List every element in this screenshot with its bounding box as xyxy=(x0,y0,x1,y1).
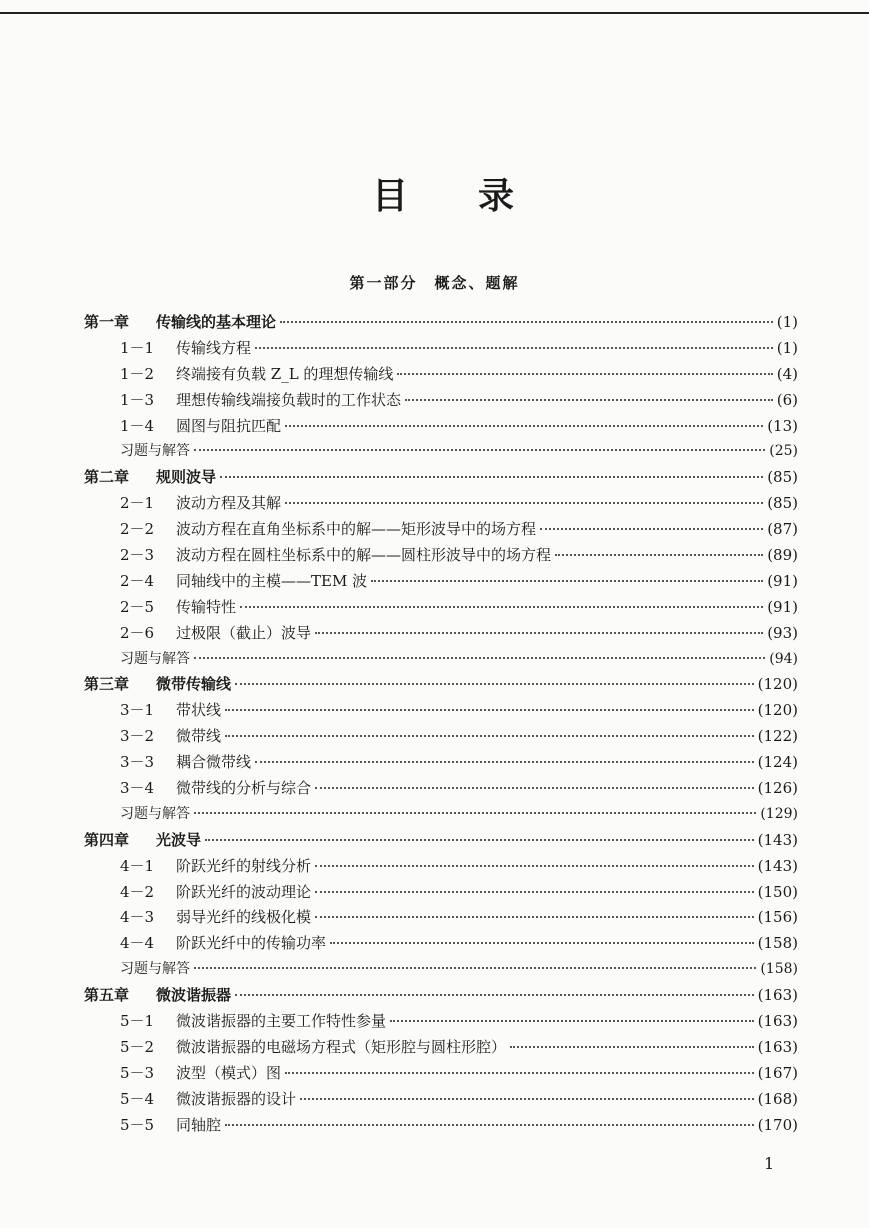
toc-entry-page: (91) xyxy=(767,571,798,590)
toc-entry-number: 5－5 xyxy=(120,1115,155,1134)
toc-entry-title: 理想传输线端接负载时的工作状态 xyxy=(176,390,402,409)
toc-entry-number: 1－4 xyxy=(120,416,155,435)
toc-entry-section xyxy=(84,621,798,647)
toc-entry-lead xyxy=(120,388,401,414)
toc-entry-section xyxy=(84,595,798,621)
title-char-2: 录 xyxy=(478,175,515,217)
toc-entry-title: 习题与解答 xyxy=(120,961,190,978)
toc-entry-title: 习题与解答 xyxy=(120,650,190,667)
toc-entry-number: 4－4 xyxy=(120,934,155,953)
toc-entry-section xyxy=(84,750,798,776)
toc-entry-lead xyxy=(120,776,311,802)
toc-entry-number: 2－5 xyxy=(120,597,155,616)
toc-entry-section xyxy=(84,362,798,388)
toc-entry-lead xyxy=(120,517,536,543)
toc-entry-title: 微波谐振器 xyxy=(156,986,232,1005)
toc-entry-page: (143) xyxy=(757,830,798,849)
toc-entry-lead xyxy=(120,1009,386,1035)
toc-entry-lead xyxy=(120,439,190,465)
toc-entry-lead xyxy=(120,854,311,880)
dot-leader xyxy=(280,321,773,323)
dot-leader xyxy=(300,1098,754,1100)
toc-entry-section xyxy=(84,1087,798,1113)
toc-entry-title: 微带线 xyxy=(176,727,222,746)
dot-leader xyxy=(315,916,754,918)
dot-leader xyxy=(194,449,765,451)
toc-entry-page: (158) xyxy=(757,934,798,953)
toc-entry-exercise xyxy=(84,957,798,983)
toc-entry-number: 4－2 xyxy=(120,882,155,901)
toc-entry-title: 终端接有负载 Z_L 的理想传输线 xyxy=(176,364,394,383)
toc-entry-number: 3－2 xyxy=(120,727,155,746)
toc-entry-lead xyxy=(120,724,221,750)
toc-entry-number: 3－4 xyxy=(120,779,155,798)
toc-entry-page: (91) xyxy=(767,597,798,616)
toc-entry-page: (85) xyxy=(767,468,798,487)
toc-entry-section xyxy=(84,1113,798,1139)
toc-entry-lead xyxy=(120,931,326,957)
toc-entry-lead xyxy=(120,595,236,621)
toc-entry-number: 第四章 xyxy=(84,830,130,849)
toc-entry-lead xyxy=(120,336,251,362)
dot-leader xyxy=(330,942,754,944)
dot-leader xyxy=(510,1046,754,1048)
dot-leader xyxy=(235,683,754,685)
toc-entry-lead xyxy=(120,543,551,569)
toc-entry-section xyxy=(84,569,798,595)
toc-entry-number: 第五章 xyxy=(84,986,130,1005)
toc-entry-title: 同轴线中的主模——TEM 波 xyxy=(176,571,368,590)
toc-entry-title: 微波谐振器的电磁场方程式（矩形腔与圆柱形腔） xyxy=(176,1037,507,1056)
toc-entry-number: 4－3 xyxy=(120,908,155,927)
title-char-1: 目 xyxy=(372,175,409,217)
toc-entry-number: 5－4 xyxy=(120,1089,155,1108)
toc-entry-page: (120) xyxy=(757,675,798,694)
toc-entry-section xyxy=(84,880,798,906)
dot-leader xyxy=(285,425,763,427)
toc-entry-title: 波动方程在圆柱坐标系中的解——圆柱形波导中的场方程 xyxy=(176,546,552,565)
dot-leader xyxy=(397,373,772,375)
toc-entry-number: 5－2 xyxy=(120,1037,155,1056)
part-heading: 第一部分 概念、题解 xyxy=(349,274,520,292)
toc-entry-page: (168) xyxy=(757,1089,798,1108)
toc-entry-exercise xyxy=(84,647,798,673)
dot-leader xyxy=(371,580,763,582)
top-rule xyxy=(0,12,869,14)
toc-entry-lead xyxy=(120,569,367,595)
toc-entry-page: (120) xyxy=(757,701,798,720)
toc-entry-section xyxy=(84,931,798,957)
toc-entry-title: 传输线的基本理论 xyxy=(156,313,277,331)
dot-leader xyxy=(555,554,763,556)
dot-leader xyxy=(235,994,754,996)
dot-leader xyxy=(285,502,763,504)
toc-entry-exercise xyxy=(84,802,798,828)
toc-entry-page: (13) xyxy=(767,416,798,435)
toc-entry-page: (4) xyxy=(776,364,798,383)
toc-entry-title: 圆图与阻抗匹配 xyxy=(176,416,282,435)
toc-entry-number: 1－1 xyxy=(120,338,155,357)
toc-entry-section xyxy=(84,1061,798,1087)
toc-entry-page: (158) xyxy=(760,961,798,978)
toc-entry-title: 带状线 xyxy=(176,701,222,720)
page-title xyxy=(0,168,869,218)
toc-entry-title: 微带传输线 xyxy=(156,675,232,694)
dot-leader xyxy=(220,476,763,478)
toc-entry-number: 2－3 xyxy=(120,546,155,565)
toc-entry-number: 第三章 xyxy=(84,675,130,694)
table-of-contents xyxy=(84,310,798,1139)
toc-entry-number: 3－3 xyxy=(120,753,155,772)
toc-entry-page: (89) xyxy=(767,546,798,565)
toc-entry-number: 第一章 xyxy=(84,313,130,331)
toc-entry-lead xyxy=(120,647,190,673)
toc-entry-lead xyxy=(120,1061,281,1087)
toc-entry-page: (156) xyxy=(757,908,798,927)
toc-entry-section xyxy=(84,336,798,362)
dot-leader xyxy=(194,812,756,814)
page-number: 1 xyxy=(764,1154,775,1173)
dot-leader xyxy=(225,735,754,737)
toc-entry-number: 1－3 xyxy=(120,390,155,409)
toc-entry-title: 传输特性 xyxy=(176,597,237,616)
dot-leader xyxy=(255,347,773,349)
toc-entry-title: 阶跃光纤的波动理论 xyxy=(176,882,312,901)
toc-entry-number: 2－1 xyxy=(120,494,155,513)
toc-entry-page: (1) xyxy=(776,338,798,357)
toc-entry-lead xyxy=(120,750,251,776)
dot-leader xyxy=(240,606,763,608)
toc-entry-number: 2－2 xyxy=(120,520,155,539)
toc-entry-section xyxy=(84,1035,798,1061)
toc-entry-page: (126) xyxy=(757,779,798,798)
toc-entry-number: 2－6 xyxy=(120,623,155,642)
toc-entry-lead xyxy=(84,310,276,336)
toc-entry-number: 4－1 xyxy=(120,856,155,875)
toc-entry-page: (163) xyxy=(757,1012,798,1031)
toc-entry-section xyxy=(84,905,798,931)
toc-entry-lead xyxy=(120,362,393,388)
toc-entry-exercise xyxy=(84,439,798,465)
dot-leader xyxy=(194,967,756,969)
toc-entry-number: 5－3 xyxy=(120,1063,155,1082)
toc-entry-page: (87) xyxy=(767,520,798,539)
toc-entry-page: (93) xyxy=(767,623,798,642)
toc-entry-title: 微波谐振器的设计 xyxy=(176,1089,297,1108)
toc-entry-chapter xyxy=(84,983,798,1009)
toc-entry-page: (143) xyxy=(757,856,798,875)
toc-entry-page: (170) xyxy=(757,1115,798,1134)
toc-entry-title: 波动方程及其解 xyxy=(176,494,282,513)
toc-entry-section xyxy=(84,776,798,802)
toc-entry-lead xyxy=(120,698,221,724)
toc-entry-section xyxy=(84,724,798,750)
toc-entry-page: (167) xyxy=(757,1063,798,1082)
toc-entry-number: 1－2 xyxy=(120,364,155,383)
toc-entry-number: 3－1 xyxy=(120,701,155,720)
dot-leader xyxy=(315,891,754,893)
toc-entry-title: 微波谐振器的主要工作特性参量 xyxy=(176,1012,387,1031)
toc-entry-title: 微带线的分析与综合 xyxy=(176,779,312,798)
toc-entry-section xyxy=(84,517,798,543)
dot-leader xyxy=(390,1020,754,1022)
toc-entry-chapter xyxy=(84,828,798,854)
toc-entry-lead xyxy=(84,465,216,491)
toc-entry-section xyxy=(84,1009,798,1035)
toc-entry-section xyxy=(84,491,798,517)
dot-leader xyxy=(285,1072,754,1074)
toc-entry-title: 习题与解答 xyxy=(120,805,190,822)
toc-entry-chapter xyxy=(84,465,798,491)
toc-entry-lead xyxy=(84,983,231,1009)
dot-leader xyxy=(255,761,754,763)
toc-entry-page: (129) xyxy=(760,805,798,822)
toc-entry-title: 传输线方程 xyxy=(176,338,252,357)
toc-entry-lead xyxy=(120,1035,506,1061)
toc-entry-title: 阶跃光纤中的传输功率 xyxy=(176,934,327,953)
toc-entry-page: (122) xyxy=(757,727,798,746)
toc-entry-page: (163) xyxy=(757,986,798,1005)
toc-entry-title: 规则波导 xyxy=(156,468,217,487)
toc-entry-lead xyxy=(120,621,311,647)
toc-entry-page: (25) xyxy=(769,443,798,460)
toc-entry-title: 弱导光纤的线极化模 xyxy=(176,908,312,927)
toc-entry-lead xyxy=(84,828,201,854)
dot-leader xyxy=(205,839,754,841)
toc-entry-title: 阶跃光纤的射线分析 xyxy=(176,856,312,875)
toc-entry-title: 波型（模式）图 xyxy=(176,1063,282,1082)
toc-entry-title: 耦合微带线 xyxy=(176,753,252,772)
toc-entry-lead xyxy=(120,1113,221,1139)
toc-entry-section xyxy=(84,854,798,880)
toc-entry-page: (94) xyxy=(769,650,798,667)
toc-entry-page: (124) xyxy=(757,753,798,772)
toc-entry-title: 过极限（截止）波导 xyxy=(176,623,312,642)
toc-entry-lead xyxy=(120,802,190,828)
toc-entry-number: 第二章 xyxy=(84,468,130,487)
toc-entry-number: 2－4 xyxy=(120,571,155,590)
toc-entry-lead xyxy=(84,672,231,698)
toc-entry-lead xyxy=(120,414,281,440)
toc-entry-title: 波动方程在直角坐标系中的解——矩形波导中的场方程 xyxy=(176,520,537,539)
toc-entry-lead xyxy=(120,957,190,983)
toc-entry-section xyxy=(84,414,798,440)
dot-leader xyxy=(225,1124,754,1126)
dot-leader xyxy=(315,632,763,634)
dot-leader xyxy=(225,709,754,711)
dot-leader xyxy=(405,399,773,401)
dot-leader xyxy=(540,528,763,530)
toc-entry-page: (150) xyxy=(757,882,798,901)
toc-entry-lead xyxy=(120,1087,296,1113)
dot-leader xyxy=(315,865,754,867)
toc-entry-page: (1) xyxy=(776,313,798,331)
toc-entry-lead xyxy=(120,491,281,517)
toc-entry-number: 5－1 xyxy=(120,1012,155,1031)
toc-entry-page: (163) xyxy=(757,1037,798,1056)
dot-leader xyxy=(194,657,765,659)
toc-entry-title: 光波导 xyxy=(156,830,202,849)
toc-entry-section xyxy=(84,698,798,724)
toc-entry-lead xyxy=(120,880,311,906)
toc-entry-section xyxy=(84,543,798,569)
dot-leader xyxy=(315,787,754,789)
toc-entry-chapter xyxy=(84,672,798,698)
toc-entry-title: 同轴腔 xyxy=(176,1115,222,1134)
toc-entry-chapter xyxy=(84,310,798,336)
toc-entry-title: 习题与解答 xyxy=(120,443,190,460)
toc-entry-lead xyxy=(120,905,311,931)
toc-entry-page: (6) xyxy=(776,390,798,409)
toc-entry-section xyxy=(84,388,798,414)
toc-entry-page: (85) xyxy=(767,494,798,513)
